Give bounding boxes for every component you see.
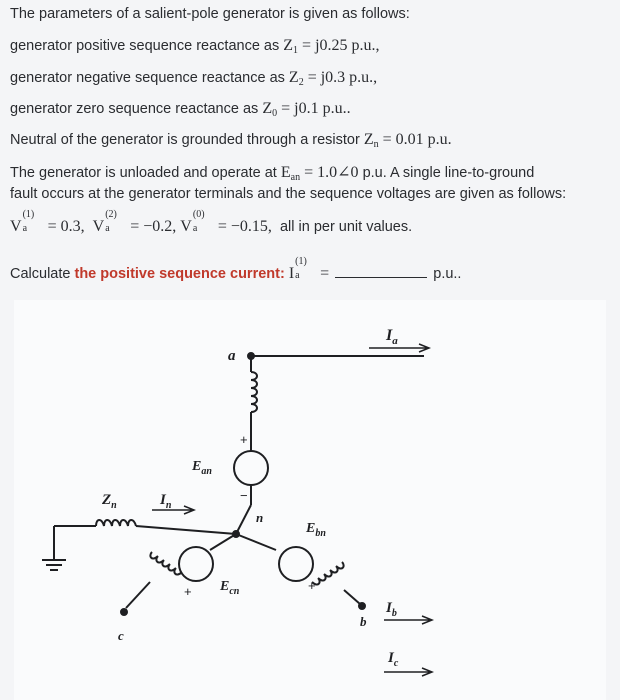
answer-unit: p.u.. xyxy=(433,266,462,282)
answer-blank[interactable] xyxy=(335,277,427,278)
math-value: = −0.15, xyxy=(213,218,272,235)
problem-line-7 xyxy=(10,186,566,202)
problem-text: Neutral of the generator is grounded through a resistor xyxy=(10,132,364,148)
v0-expression xyxy=(180,209,272,235)
math-subscript: n xyxy=(373,139,379,150)
problem-text: generator negative sequence reactance as xyxy=(10,70,289,86)
phase-a-coil xyxy=(251,372,257,412)
math-value: = j0.1 p.u.. xyxy=(277,100,351,117)
label-ia: $I_a$ xyxy=(386,327,398,347)
v2-expression xyxy=(92,209,177,235)
math-superscript: (1) xyxy=(295,256,307,267)
z0-symbol xyxy=(262,100,350,117)
z2-symbol xyxy=(289,69,377,86)
problem-text: p.u. A single line-to-ground xyxy=(358,165,535,181)
problem-text: The generator is unloaded and operate at xyxy=(10,165,281,181)
problem-text: generator zero sequence reactance as xyxy=(10,101,263,117)
question-line xyxy=(10,256,462,283)
ia-arrow xyxy=(369,344,429,352)
label-ecn: $E_{cn}$ xyxy=(220,579,240,597)
math-symbol: E xyxy=(280,164,291,181)
problem-line-5 xyxy=(10,131,452,150)
problem-text: all in per unit values. xyxy=(279,219,413,235)
math-subscript: 1 xyxy=(293,45,299,56)
label-n: n xyxy=(256,510,264,525)
problem-line-1 xyxy=(10,6,410,22)
terminal-b-node xyxy=(359,603,365,609)
math-symbol: Z xyxy=(363,131,374,148)
math-subscript: 2 xyxy=(298,77,304,88)
problem-line-3 xyxy=(10,69,377,88)
ebn-plus: + xyxy=(308,578,316,593)
label-ic: $I_c$ xyxy=(388,650,399,669)
label-in: $I_n$ xyxy=(160,492,172,511)
math-symbol: V xyxy=(92,218,105,235)
math-symbol: I xyxy=(288,265,295,282)
problem-text: fault occurs at the generator terminals and the sequence voltages are given as follows: xyxy=(10,186,567,202)
problem-line-6 xyxy=(10,162,534,183)
math-subscript: a xyxy=(192,223,198,234)
terminal-a-node xyxy=(248,353,254,359)
math-subscript: a xyxy=(22,223,28,234)
math-subscript: a xyxy=(105,223,110,234)
label-ebn: $E_{bn}$ xyxy=(306,521,326,539)
ean-source xyxy=(234,451,268,485)
neutral-wire xyxy=(136,526,236,534)
math-value: = j0.3 p.u., xyxy=(303,69,378,86)
math-superscript: (0) xyxy=(192,209,205,220)
zn-symbol xyxy=(364,131,452,148)
question-highlight: the positive sequence current: xyxy=(74,266,289,282)
ean-plus: + xyxy=(240,432,248,447)
ecn-plus: + xyxy=(184,584,192,599)
in-arrow xyxy=(152,506,194,514)
phase-c-coil xyxy=(150,552,182,575)
ic-arrow xyxy=(384,668,432,676)
label-zn: $Z_n$ xyxy=(102,492,117,511)
math-subscript: an xyxy=(290,172,301,183)
problem-line-4 xyxy=(10,100,351,119)
math-superscript: (1) xyxy=(22,209,35,220)
ebn-source xyxy=(279,547,313,581)
math-value: = −0.2, xyxy=(126,218,177,235)
math-symbol: V xyxy=(10,218,22,235)
problem-text: The parameters of a salient-pole generator is given as follows: xyxy=(10,6,410,22)
zn-coil xyxy=(96,520,136,526)
ia1-expression xyxy=(288,256,330,282)
ean-minus: − xyxy=(240,488,248,503)
math-value: = j0.25 p.u., xyxy=(298,37,380,54)
problem-line-2 xyxy=(10,37,380,56)
generator-circuit-diagram xyxy=(14,300,606,700)
math-symbol: Z xyxy=(288,69,299,86)
label-ean: $E_{an}$ xyxy=(192,459,212,477)
math-symbol: Z xyxy=(262,100,273,117)
math-value: = xyxy=(316,265,330,282)
sequence-voltages xyxy=(10,209,413,236)
math-superscript: (2) xyxy=(105,209,117,220)
v1-expression xyxy=(10,209,85,235)
label-a: a xyxy=(228,348,236,364)
math-subscript: a xyxy=(295,270,300,281)
math-subscript: 0 xyxy=(272,108,278,119)
phase-b-coil xyxy=(312,562,344,585)
ecn-source xyxy=(179,547,213,581)
terminal-c-node xyxy=(121,609,127,615)
ean-symbol xyxy=(281,164,359,181)
math-value: = 0.01 p.u. xyxy=(378,131,452,148)
label-b: b xyxy=(360,614,367,629)
math-symbol: V xyxy=(180,218,192,235)
math-symbol: Z xyxy=(283,37,294,54)
question-text: Calculate xyxy=(10,266,75,282)
label-ib: $I_b$ xyxy=(386,600,397,619)
math-value: = 0.3, xyxy=(43,218,85,235)
z1-symbol xyxy=(283,37,379,54)
label-c: c xyxy=(118,628,124,643)
problem-text: generator positive sequence reactance as xyxy=(10,38,284,54)
math-value: = 1.0∠0 xyxy=(300,164,359,181)
